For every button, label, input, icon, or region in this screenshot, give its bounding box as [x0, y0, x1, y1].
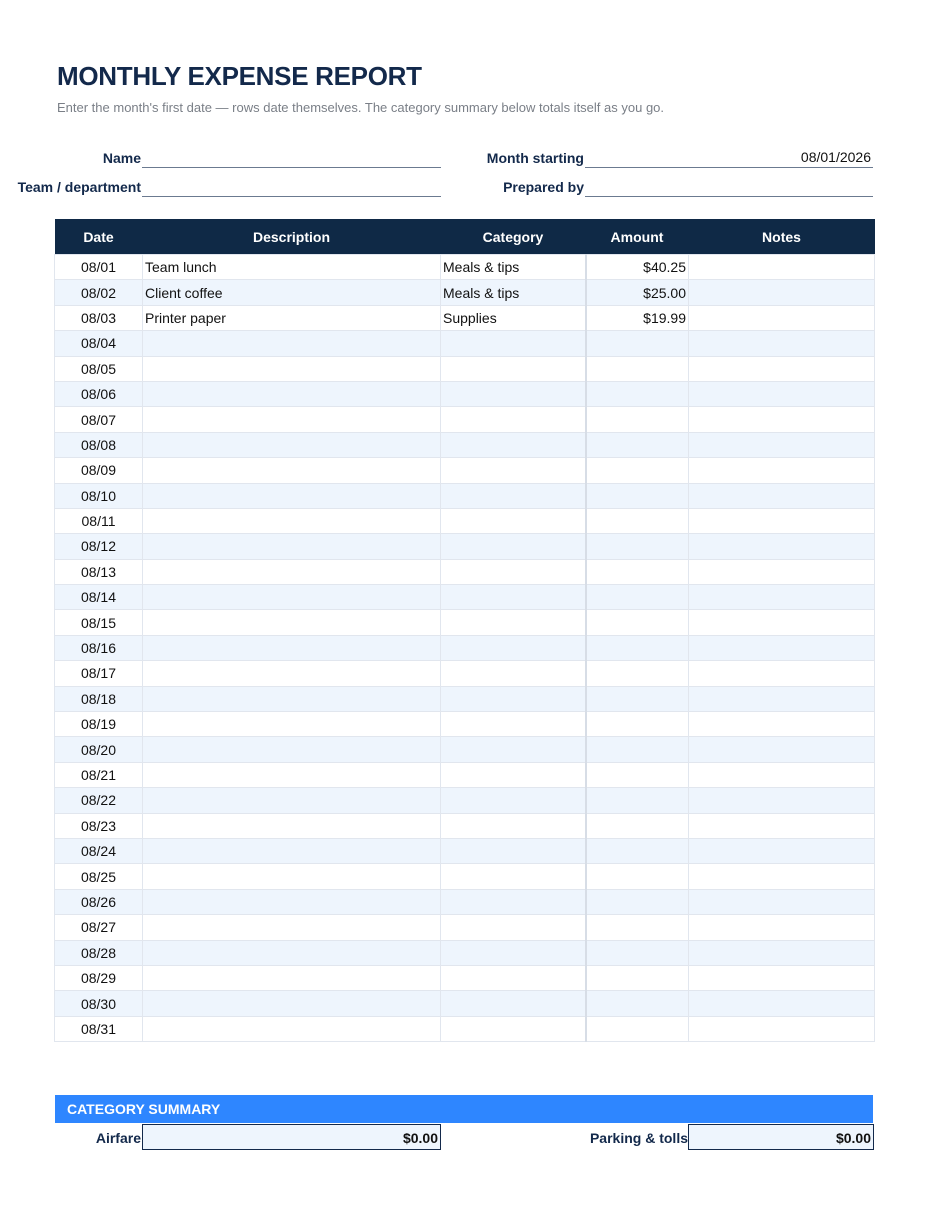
cell-date: 08/09 — [55, 458, 143, 483]
cell-date: 08/27 — [55, 915, 143, 940]
prepared-by-label: Prepared by — [503, 179, 584, 195]
summary-label-parking-tolls: Parking & tolls — [589, 1130, 688, 1146]
cell-amount[interactable] — [586, 432, 689, 457]
cell-category[interactable] — [441, 407, 586, 432]
cell-description[interactable] — [143, 813, 441, 838]
cell-notes[interactable] — [689, 585, 875, 610]
cell-amount[interactable] — [586, 686, 689, 711]
cell-description[interactable] — [143, 432, 441, 457]
cell-notes[interactable] — [689, 737, 875, 762]
cell-description[interactable] — [143, 712, 441, 737]
cell-amount[interactable] — [586, 381, 689, 406]
cell-description[interactable] — [143, 559, 441, 584]
cell-date: 08/22 — [55, 788, 143, 813]
table-row — [55, 712, 875, 737]
cell-category[interactable] — [441, 534, 586, 559]
cell-description[interactable] — [143, 788, 441, 813]
summary-value-airfare[interactable]: $0.00 — [142, 1124, 441, 1150]
table-row — [55, 889, 875, 914]
table-row — [55, 1016, 875, 1041]
table-row — [55, 305, 875, 330]
summary-label-airfare: Airfare — [95, 1130, 141, 1146]
cell-category[interactable]: Meals & tips — [441, 280, 586, 305]
cell-category[interactable] — [441, 915, 586, 940]
cell-notes[interactable] — [689, 432, 875, 457]
cell-notes[interactable] — [689, 965, 875, 990]
cell-date: 08/26 — [55, 889, 143, 914]
cell-amount[interactable] — [586, 813, 689, 838]
cell-description[interactable] — [143, 356, 441, 381]
cell-date: 08/29 — [55, 965, 143, 990]
cell-category[interactable] — [441, 1016, 586, 1041]
cell-category[interactable] — [441, 483, 586, 508]
cell-amount[interactable] — [586, 610, 689, 635]
cell-description[interactable] — [143, 661, 441, 686]
cell-description[interactable] — [143, 1016, 441, 1041]
cell-notes[interactable] — [689, 559, 875, 584]
cell-amount[interactable] — [586, 991, 689, 1016]
cell-category[interactable] — [441, 585, 586, 610]
cell-category[interactable] — [441, 432, 586, 457]
cell-date: 08/14 — [55, 585, 143, 610]
cell-amount[interactable] — [586, 737, 689, 762]
cell-notes[interactable] — [689, 686, 875, 711]
cell-amount[interactable] — [586, 585, 689, 610]
table-row — [55, 813, 875, 838]
cell-notes[interactable] — [689, 864, 875, 889]
cell-category[interactable] — [441, 940, 586, 965]
cell-notes[interactable] — [689, 483, 875, 508]
table-row — [55, 381, 875, 406]
cell-description[interactable] — [143, 991, 441, 1016]
cell-description[interactable] — [143, 381, 441, 406]
page-title: MONTHLY EXPENSE REPORT — [57, 61, 422, 91]
cell-notes[interactable] — [689, 915, 875, 940]
cell-notes[interactable] — [689, 534, 875, 559]
table-row — [55, 559, 875, 584]
cell-description[interactable] — [143, 610, 441, 635]
cell-date: 08/16 — [55, 635, 143, 660]
cell-description[interactable] — [143, 407, 441, 432]
cell-amount[interactable] — [586, 889, 689, 914]
cell-category[interactable] — [441, 559, 586, 584]
table-row — [55, 661, 875, 686]
name-field[interactable] — [142, 146, 441, 168]
cell-description[interactable] — [143, 915, 441, 940]
cell-date: 08/18 — [55, 686, 143, 711]
cell-category[interactable] — [441, 762, 586, 787]
cell-amount[interactable] — [586, 407, 689, 432]
cell-description[interactable]: Team lunch — [143, 255, 441, 280]
cell-description[interactable]: Printer paper — [143, 305, 441, 330]
cell-amount[interactable]: $25.00 — [586, 280, 689, 305]
table-row — [55, 458, 875, 483]
department-field[interactable] — [142, 175, 441, 197]
cell-date: 08/13 — [55, 559, 143, 584]
cell-date: 08/08 — [55, 432, 143, 457]
cell-description[interactable] — [143, 762, 441, 787]
cell-amount[interactable] — [586, 356, 689, 381]
column-header-description: Description — [143, 219, 441, 255]
month-starting-label: Month starting — [486, 150, 584, 166]
cell-description[interactable] — [143, 508, 441, 533]
cell-date: 08/20 — [55, 737, 143, 762]
cell-amount[interactable] — [586, 661, 689, 686]
cell-date: 08/04 — [55, 331, 143, 356]
cell-amount[interactable] — [586, 940, 689, 965]
cell-amount[interactable] — [586, 483, 689, 508]
cell-category[interactable] — [441, 331, 586, 356]
cell-notes[interactable] — [689, 508, 875, 533]
table-row — [55, 610, 875, 635]
cell-category[interactable] — [441, 965, 586, 990]
cell-notes[interactable] — [689, 458, 875, 483]
cell-amount[interactable] — [586, 762, 689, 787]
cell-description[interactable]: Client coffee — [143, 280, 441, 305]
cell-category[interactable] — [441, 838, 586, 863]
month-starting-field[interactable]: 08/01/2026 — [585, 146, 873, 168]
table-row — [55, 255, 875, 280]
cell-amount[interactable] — [586, 788, 689, 813]
name-label: Name — [102, 150, 141, 166]
table-row — [55, 965, 875, 990]
cell-description[interactable] — [143, 864, 441, 889]
table-row — [55, 991, 875, 1016]
cell-date: 08/21 — [55, 762, 143, 787]
cell-category[interactable] — [441, 737, 586, 762]
table-row — [55, 585, 875, 610]
cell-amount[interactable] — [586, 915, 689, 940]
table-row — [55, 838, 875, 863]
prepared-by-field[interactable] — [585, 175, 873, 197]
table-row — [55, 407, 875, 432]
cell-description[interactable] — [143, 585, 441, 610]
cell-date: 08/17 — [55, 661, 143, 686]
cell-notes[interactable] — [689, 305, 875, 330]
cell-date: 08/28 — [55, 940, 143, 965]
cell-category[interactable] — [441, 991, 586, 1016]
cell-amount[interactable] — [586, 331, 689, 356]
cell-amount[interactable] — [586, 534, 689, 559]
cell-category[interactable] — [441, 635, 586, 660]
cell-date: 08/30 — [55, 991, 143, 1016]
cell-description[interactable] — [143, 458, 441, 483]
cell-category[interactable] — [441, 712, 586, 737]
table-row — [55, 331, 875, 356]
column-header-notes: Notes — [689, 219, 875, 255]
summary-value-parking-tolls[interactable]: $0.00 — [688, 1124, 874, 1150]
column-header-date: Date — [55, 219, 143, 255]
cell-amount[interactable] — [586, 712, 689, 737]
cell-date: 08/03 — [55, 305, 143, 330]
cell-date: 08/15 — [55, 610, 143, 635]
cell-notes[interactable] — [689, 788, 875, 813]
cell-notes[interactable] — [689, 331, 875, 356]
cell-description[interactable] — [143, 331, 441, 356]
cell-amount[interactable] — [586, 635, 689, 660]
cell-date: 08/01 — [55, 255, 143, 280]
table-row — [55, 356, 875, 381]
cell-notes[interactable] — [689, 1016, 875, 1041]
cell-notes[interactable] — [689, 610, 875, 635]
cell-category[interactable] — [441, 686, 586, 711]
cell-notes[interactable] — [689, 661, 875, 686]
cell-date: 08/12 — [55, 534, 143, 559]
page-subtitle: Enter the month's first date — rows date themselves. The category summary below totals itself as you go. — [57, 100, 665, 115]
cell-date: 08/24 — [55, 838, 143, 863]
cell-category[interactable] — [441, 661, 586, 686]
cell-notes[interactable] — [689, 280, 875, 305]
cell-date: 08/02 — [55, 280, 143, 305]
cell-amount[interactable] — [586, 559, 689, 584]
cell-date: 08/06 — [55, 381, 143, 406]
cell-date: 08/23 — [55, 813, 143, 838]
cell-notes[interactable] — [689, 255, 875, 280]
table-row — [55, 864, 875, 889]
table-row — [55, 483, 875, 508]
cell-description[interactable] — [143, 940, 441, 965]
cell-category[interactable] — [441, 813, 586, 838]
table-row — [55, 762, 875, 787]
cell-amount[interactable] — [586, 864, 689, 889]
cell-amount[interactable] — [586, 458, 689, 483]
cell-category[interactable] — [441, 508, 586, 533]
category-summary-heading: CATEGORY SUMMARY — [55, 1095, 873, 1123]
cell-category[interactable]: Supplies — [441, 305, 586, 330]
table-header-row — [55, 219, 875, 255]
cell-notes[interactable] — [689, 381, 875, 406]
cell-category[interactable] — [441, 356, 586, 381]
cell-description[interactable] — [143, 483, 441, 508]
cell-amount[interactable] — [586, 965, 689, 990]
department-label: Team / department — [17, 179, 141, 195]
cell-date: 08/25 — [55, 864, 143, 889]
cell-date: 08/19 — [55, 712, 143, 737]
cell-notes[interactable] — [689, 407, 875, 432]
column-header-amount: Amount — [586, 219, 689, 255]
table-row — [55, 635, 875, 660]
cell-category[interactable] — [441, 864, 586, 889]
cell-description[interactable] — [143, 889, 441, 914]
cell-date: 08/07 — [55, 407, 143, 432]
cell-notes[interactable] — [689, 813, 875, 838]
table-row — [55, 686, 875, 711]
cell-amount[interactable] — [586, 508, 689, 533]
cell-description[interactable] — [143, 635, 441, 660]
table-row — [55, 280, 875, 305]
cell-category[interactable] — [441, 610, 586, 635]
cell-description[interactable] — [143, 838, 441, 863]
cell-notes[interactable] — [689, 712, 875, 737]
cell-amount[interactable] — [586, 1016, 689, 1041]
table-row — [55, 788, 875, 813]
table-row — [55, 915, 875, 940]
cell-notes[interactable] — [689, 838, 875, 863]
cell-date: 08/11 — [55, 508, 143, 533]
cell-amount[interactable]: $19.99 — [586, 305, 689, 330]
cell-category[interactable] — [441, 788, 586, 813]
expense-table — [54, 219, 875, 1042]
cell-amount[interactable]: $40.25 — [586, 255, 689, 280]
cell-notes[interactable] — [689, 635, 875, 660]
cell-description[interactable] — [143, 686, 441, 711]
table-row — [55, 534, 875, 559]
cell-notes[interactable] — [689, 356, 875, 381]
table-row — [55, 737, 875, 762]
cell-date: 08/05 — [55, 356, 143, 381]
cell-category[interactable] — [441, 889, 586, 914]
cell-category[interactable] — [441, 458, 586, 483]
table-row — [55, 508, 875, 533]
table-row — [55, 432, 875, 457]
cell-category[interactable] — [441, 381, 586, 406]
cell-category[interactable]: Meals & tips — [441, 255, 586, 280]
cell-date: 08/10 — [55, 483, 143, 508]
table-row — [55, 940, 875, 965]
cell-description[interactable] — [143, 534, 441, 559]
cell-amount[interactable] — [586, 838, 689, 863]
cell-notes[interactable] — [689, 762, 875, 787]
cell-date: 08/31 — [55, 1016, 143, 1041]
cell-description[interactable] — [143, 965, 441, 990]
cell-notes[interactable] — [689, 991, 875, 1016]
column-header-category: Category — [441, 219, 586, 255]
cell-description[interactable] — [143, 737, 441, 762]
cell-notes[interactable] — [689, 940, 875, 965]
cell-notes[interactable] — [689, 889, 875, 914]
